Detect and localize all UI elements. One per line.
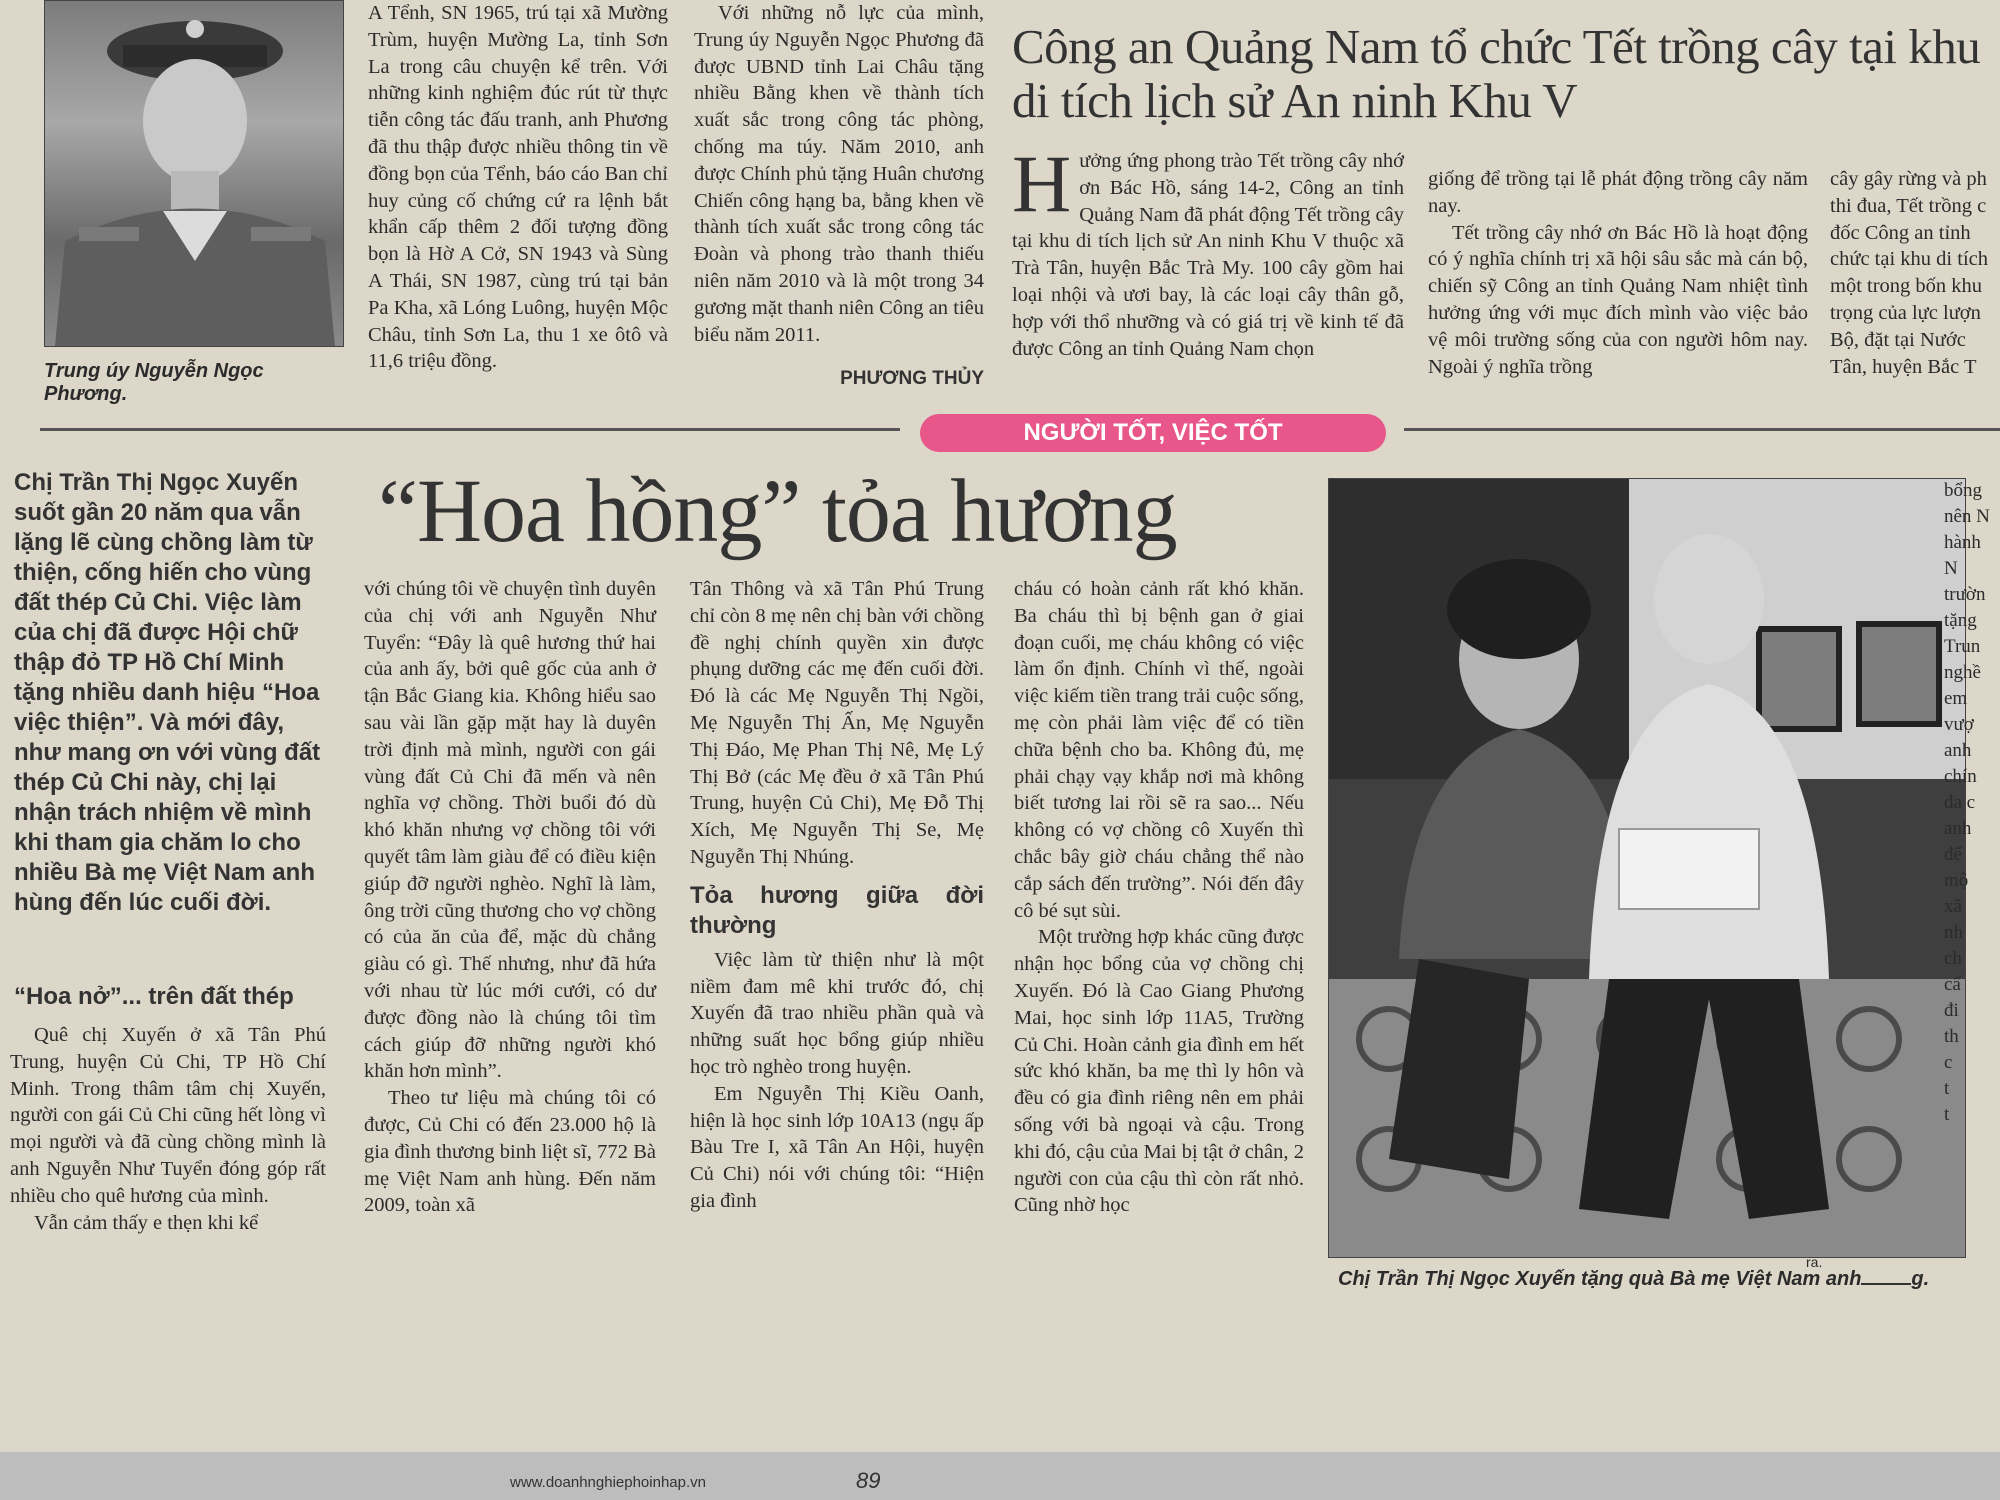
main-story-headline: “Hoa hồng” tỏa hương [378,462,1177,561]
caption-tear [1861,1283,1911,1285]
right-edge-fragment: đi [1944,1000,1959,1021]
right-edge-fragment: chín [1944,766,1977,787]
right-edge-fragment: em [1944,688,1968,709]
main-story-col2: với chúng tôi về chuyện tình duyên của chị với anh Nguyễn Như Tuyển: “Đây là quê hương thứ hai của anh ấy, bởi quê gốc của anh ở tận Bắc Giang kia. Không hiểu sao sau vài lần gặp mặt hay là duyên trời định mà mình, người con gái vùng đất Củ Chi đã mến và nên nghĩa vợ chồng. Thời buổi đó dù khó khăn nhưng vợ chồng tôi với quyết tâm làm giàu để có điều kiện giúp đỡ người nghèo. Nghĩ là làm, ông trời cũng thương cho vợ chồng có của ăn của để, mặc dù chẳng giàu có gì. Thế nhưng, như đã hứa với nhau từ lúc mới cưới, có dư được đồng nào là chúng tôi tìm cách giúp đỡ những người khó khăn hơn mình”. Theo tư liệu mà chúng tôi có được, Củ Chi có đến 23.000 hộ là gia đình thương binh liệt sĩ, 772 Bà mẹ Việt Nam anh hùng. Đến năm 2009, toàn xã [364,578,656,1217]
main-story-col4: cháu có hoàn cảnh rất khó khăn. Ba cháu thì bị bệnh gan ở giai đoạn cuối, mẹ cháu không có việc làm ổn định. Chính vì thế, ngoài việc kiếm tiền trang trải cuộc sống, mẹ còn phải làm việc để có tiền chữa bệnh cho ba. Không đủ, mẹ phải chạy vạy khắp nơi mà không biết tương lai rồi sẽ ra sao... Nếu không có vợ chồng cô Xuyến thì chắc bây giờ cháu chẳng thể nào cắp sách đến trường”. Nói đến đây cô bé sụt sùi. Một trường hợp khác cũng được nhận học bổng của vợ chồng chị Xuyến. Đó là Cao Giang Phương Mai, học sinh lớp 11A5, Trường Củ Chi. Hoàn cảnh gia đình em hết sức khó khăn, ba mẹ thì ly hôn và đều có gia đình riêng nên em phải sống với bà ngoại và cậu. Trong khi đó, cậu của Mai bị tật ở chân, 2 người con của cậu thì còn rất nhỏ. Cũng nhờ học [1014,578,1304,1217]
right-story-col1: H ưởng ứng phong trào Tết trồng cây nhớ ơn Bác Hồ, sáng 14-2, Công an tỉnh Quảng Nam đã phát động Tết trồng cây tại khu di tích lịch sử An ninh Khu V thuộc xã Trà Tân, huyện Bắc Trà My. 100 cây gồm hai loại nhội và ươi bay, là các loại cây thân gỗ, hợp với thổ nhưỡng và có giá trị về kinh tế đã được Công an tỉnh Quảng Nam chọn [1012,138,1404,360]
footer-url: www.doanhnghiephoinhap.vn [510,1474,706,1491]
section-banner: NGƯỜI TỐT, VIỆC TỐT [920,414,1386,452]
right-edge-fragment: cấ [1944,974,1961,995]
main-story-col1: Quê chị Xuyến ở xã Tân Phú Trung, huyện Củ Chi, TP Hồ Chí Minh. Trong thâm tâm chị Xuyến, người con gái Củ Chi cũng hết lòng vì mọi người và đã cùng chồng mình là anh Nguyễn Như Tuyển đóng góp rất nhiều cho quê hương của mình. Vẫn cảm thấy e thẹn khi kể [10,1024,326,1234]
charity-scene-icon [1329,479,1965,1257]
officer-portrait-icon [45,1,343,346]
right-edge-fragment: nh [1944,922,1963,943]
right-edge-fragment: hành [1944,532,1981,553]
right-edge-fragment: Trun [1944,636,1981,657]
footer-page-number: 89 [856,1468,881,1493]
right-edge-fragment: anh [1944,818,1972,839]
right-edge-fragment: vượ [1944,714,1974,735]
top-story-col2: Với những nỗ lực của mình, Trung úy Nguyễn Ngọc Phương đã được UBND tỉnh Lai Châu tặng nhiều Bằng khen về thành tích xuất sắc trong công tác phòng, chống ma túy. Năm 2010, anh được Chính phủ tặng Huân chương Chiến công hạng ba, bằng khen về thành tích xuất sắc trong công tác Đoàn và phong trào thanh thiếu niên năm 2010 và là một trong 34 gương mặt thanh niên Công an tiêu biểu năm 2011. [694,2,984,346]
officer-photo [44,0,344,347]
right-edge-fragment: ch [1944,948,1962,969]
footer-bar [0,1452,2000,1500]
right-edge-fragment: th [1944,1026,1959,1047]
right-edge-fragment: tặng [1944,610,1977,631]
top-story-col1: A Tểnh, SN 1965, trú tại xã Mường Trùm, huyện Mường La, tỉnh Sơn La trong câu chuyện kể trên. Với những kinh nghiệm đúc rút từ thực tiễn công tác đấu tranh, anh Phương đã thu thập được nhiều thông tin về đồng bọn của Tểnh, báo cáo Ban chỉ huy củng cố chứng cứ ra lệnh bắt khẩn cấp thêm 2 đối tượng đồng bọn là Hờ A Cở, SN 1943 và Sùng A Thái, SN 1987, cùng trú tại bản Pa Kha, xã Lóng Luông, huyện Mộc Châu, tỉnh Sơn La, thu 1 xe ôtô và 11,6 triệu đồng. [368,2,668,373]
right-edge-fragment: anh [1944,740,1972,761]
right-edge-fragment: bổng [1944,480,1982,501]
right-story-col2: giống để trồng tại lễ phát động trồng cây năm nay. Tết trồng cây nhớ ơn Bác Hồ là hoạt động có ý nghĩa chính trị xã hội sâu sắc mà cán bộ, chiến sỹ Công an tỉnh Quảng Nam nhiệt tình hưởng ứng với mục đích mình vào việc bảo vệ môi trường sống của con người hôm nay. Ngoài ý nghĩa trồng [1428,168,1808,378]
right-edge-fragment: để [1944,844,1962,865]
charity-photo [1328,478,1966,1258]
right-edge-fragment: t [1944,1078,1950,1099]
right-edge-fragment: N [1944,558,1958,579]
right-edge-fragment: nên N [1944,506,1990,527]
right-edge-fragment: mộ [1944,870,1969,891]
top-story-byline: PHƯƠNG THỦY [840,368,984,389]
officer-photo-caption: Trung úy Nguyễn Ngọc Phương. [44,360,264,405]
main-story-lede: Chị Trần Thị Ngọc Xuyến suốt gần 20 năm qua vẫn lặng lẽ cùng chồng làm từ thiện, cống hiến cho vùng đất thép Củ Chi. Việc làm của chị đã được Hội chữ thập đỏ TP Hồ Chí Minh tặng nhiều danh hiệu “Hoa việc thiện”. Và mới đây, như mang ơn với vùng đất thép Củ Chi này, chị lại nhận trách nhiệm về mình khi tham gia chăm lo cho nhiều Bà mẹ Việt Nam anh hùng đến lúc cuối đời. [14,469,321,916]
right-edge-fragment: nghề [1944,662,1981,683]
right-story-col3: cây gây rừng và ph thi đua, Tết trồng c đốc Công an tỉnh chức tại khu di tích một trong bốn khu trọng của lực lượn Bộ, đặt tại Nước Tân, huyện Bắc T [1830,168,1988,378]
right-edge-fragment: xã [1944,896,1962,917]
main-story-subhead-2: Tỏa hương giữa đời thường [690,881,984,939]
section-rule-right [1404,428,2000,431]
main-story-subhead-1: “Hoa nở”... trên đất thép [14,983,294,1010]
right-edge-fragment: c [1944,1052,1953,1073]
right-story-dropcap: H [1012,138,1072,229]
section-rule-left [40,428,900,431]
right-edge-fragment: trườn [1944,584,1986,605]
right-edge-fragment: da c [1944,792,1976,813]
right-story-headline: Công an Quảng Nam tổ chức Tết trồng cây tại khu di tích lịch sử An ninh Khu V [1012,19,1981,128]
right-edge-fragments [1944,478,2000,1128]
main-story-col3: Tân Thông và xã Tân Phú Trung chỉ còn 8 mẹ nên chị bàn với chồng đề nghị chính quyền xin được phụng dưỡng các mẹ đến cuối đời. Đó là các Mẹ Nguyễn Thị Ngồi, Mẹ Nguyễn Thị Ấn, Mẹ Nguyễn Thị Đáo, Mẹ Phan Thị Nê, Mẹ Lý Thị Bở (các Mẹ đều ở xã Tân Phú Trung, huyện Củ Chi), Mẹ Đỗ Thị Xích, Mẹ Nguyễn Thị Se, Mẹ Nguyễn Thị Nhúng. Tỏa hương giữa đời thường Việc làm từ thiện như là một niềm đam mê khi trước đó, chị Xuyến đã trao nhiều phần quà và những suất học bổng giúp nhiều học trò nghèo trong huyện. Em Nguyễn Thị Kiều Oanh, hiện là học sinh lớp 10A13 (ngụ ấp Bàu Tre I, xã Tân An Hội, huyện Củ Chi) nói với chúng tôi: “Hiện gia đình [690,578,984,1212]
charity-photo-caption: Chị Trần Thị Ngọc Xuyến tặng quà Bà mẹ Việt Nam anh g. [1338,1268,1930,1290]
torn-fragment-text: ra. [1806,1254,1823,1270]
right-edge-fragment: t [1944,1104,1950,1125]
